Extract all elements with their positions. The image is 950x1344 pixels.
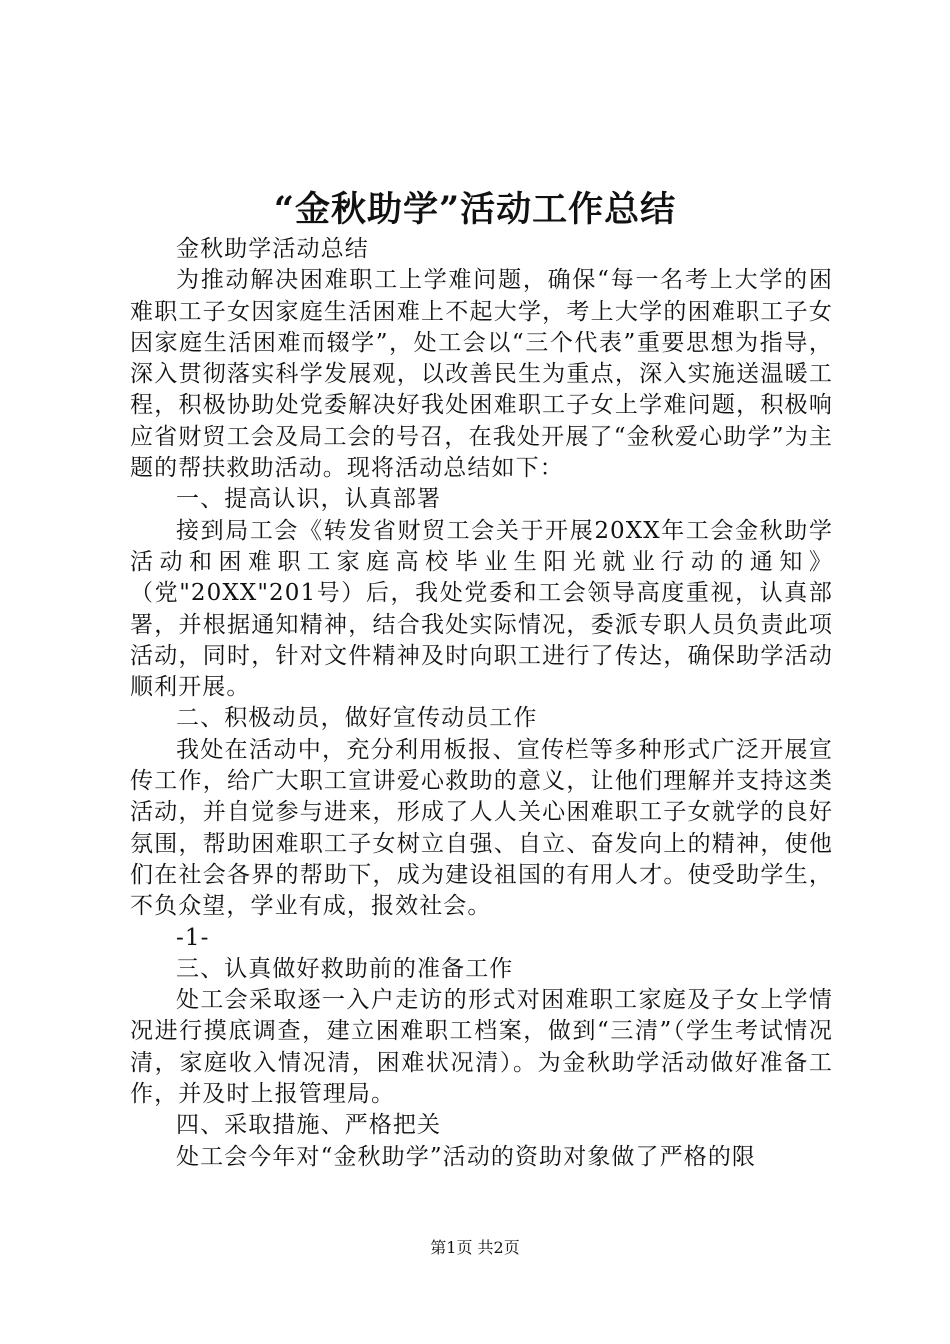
section-paragraph-1: 接到局工会《转发省财贸工会关于开展20XX年工会金秋助学活动和困难职工家庭高校毕业生阳光就业行动的通知》（党"20XX"201号）后，我处党委和工会领导高度重视，认真部署，并根据通知精神，结合我处实际情况，委派专职人员负责此项活动，同时，针对文件精神及时向职工进行了传达，确保助学活动顺利开展。 (130, 517, 833, 701)
inline-page-number: -1- (176, 924, 210, 951)
intro-paragraph: 为推动解决困难职工上学难问题，确保“每一名考上大学的困难职工子女因家庭生活困难上不起大学，考上大学的困难职工子女因家庭生活困难而辍学”，处工会以“三个代表”重要思想为指导，深入贯彻落实科学发展观，以改善民生为重点，深入实施送温暖工程，积极协助处党委解决好我处困难职工子女上学难问题，积极响应省财贸工会及局工会的号召，在我处开展了“金秋爱心助学”为主题的帮扶救助活动。现将活动总结如下： (130, 267, 833, 482)
section-paragraph-3: 处工会采取逐一入户走访的形式对困难职工家庭及子女上学情况进行摸底调查，建立困难职工档案，做到“三清”（学生考试情况清，家庭收入情况清，困难状况清）。为金秋助学活动做好准备工作，并及时上报管理局。 (130, 987, 833, 1108)
section-heading-2: 二、积极动员，做好宣传动员工作 (176, 705, 538, 732)
section-heading-3: 三、认真做好救助前的准备工作 (176, 955, 514, 982)
section-heading-4: 四、采取措施、严格把关 (176, 1112, 442, 1139)
section-heading-1: 一、提高认识，认真部署 (176, 486, 442, 513)
document-body (130, 234, 833, 1173)
document-title: “金秋助学”活动工作总结 (273, 189, 677, 230)
subtitle-paragraph: 金秋助学活动总结 (176, 236, 369, 262)
page-footer: 第1页 共2页 (430, 1238, 520, 1257)
section-paragraph-4: 处工会今年对“金秋助学”活动的资助对象做了严格的限 (176, 1143, 757, 1170)
section-paragraph-2: 我处在活动中，充分利用板报、宣传栏等多种形式广泛开展宣传工作，给广大职工宣讲爱心救助的意义，让他们理解并支持这类活动，并自觉参与进来，形成了人人关心困难职工子女就学的良好氛围，帮助困难职工子女树立自强、自立、奋发向上的精神，使他们在社会各界的帮助下，成为建设祖国的有用人才。使受助学生，不负众望，学业有成，报效社会。 (130, 736, 833, 920)
